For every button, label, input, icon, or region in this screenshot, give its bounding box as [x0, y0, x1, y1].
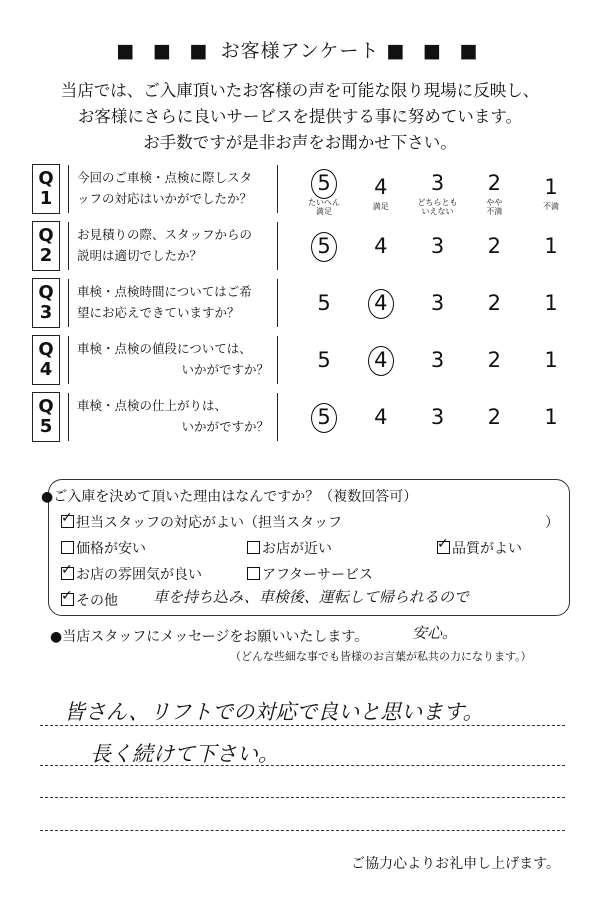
rating-scale: [300, 288, 575, 318]
rating-option-4[interactable]: [357, 402, 405, 432]
reason-after[interactable]: [247, 564, 373, 584]
question-text: [68, 279, 278, 327]
rating-option-2[interactable]: [470, 402, 518, 432]
question-q: Q: [38, 395, 54, 417]
rating-option-1[interactable]: [527, 231, 575, 261]
question-row: [32, 217, 580, 274]
question-number: [32, 278, 60, 328]
rating-option-3[interactable]: [414, 288, 462, 318]
intro-line: お客様にさらに良いサービスを提供する事に努めています。: [77, 107, 523, 126]
rating-option-3[interactable]: [414, 402, 462, 432]
question-n: 3: [39, 301, 53, 323]
question-text: [68, 222, 278, 270]
question-table: [32, 160, 580, 445]
rating-value: 4: [374, 404, 388, 429]
rating-value: 1: [544, 404, 558, 429]
intro-line: 当店では、ご入庫頂いたお客様の声を可能な限り現場に反映し、: [60, 81, 540, 100]
reason-price-label: 価格が安い: [76, 541, 146, 557]
survey-title: [0, 36, 600, 63]
rating-label: 不満: [543, 202, 559, 211]
question-text-line: 望にお応えできていますか？: [77, 304, 240, 320]
reason-near-label: お店が近い: [262, 541, 332, 557]
message-line: [40, 765, 565, 766]
rating-value: 2: [487, 404, 501, 429]
question-text-line: いかがですか？: [181, 361, 269, 377]
title-left-bars: ■ ■ ■: [116, 40, 214, 62]
question-n: 4: [39, 358, 53, 380]
rating-option-5[interactable]: [300, 231, 348, 261]
rating-label: 満足: [316, 206, 332, 216]
reason-other-handwriting: 車を持ち込み、車検後、運転して帰られるので: [153, 588, 469, 606]
rating-option-1[interactable]: [527, 288, 575, 318]
message-line: [40, 830, 565, 831]
rating-scale: [300, 402, 575, 432]
rating-option-3[interactable]: [414, 231, 462, 261]
reason-other[interactable]: [61, 590, 118, 610]
rating-option-3[interactable]: [414, 168, 462, 216]
rating-value: 2: [487, 347, 501, 372]
rating-option-5[interactable]: [300, 288, 348, 318]
reason-other-handwriting-2: 安心。: [412, 624, 458, 642]
rating-option-5[interactable]: [300, 402, 348, 432]
reason-quality[interactable]: [437, 538, 522, 558]
question-n: 2: [39, 244, 53, 266]
rating-value: 1: [544, 290, 558, 315]
rating-value: 3: [430, 347, 445, 372]
question-number: [32, 221, 60, 271]
rating-value: 5: [309, 231, 339, 261]
rating-option-5[interactable]: [300, 345, 348, 375]
rating-option-5[interactable]: [300, 168, 348, 216]
reason-atmosphere[interactable]: [61, 564, 202, 584]
title-text: お客様アンケート: [220, 40, 380, 62]
question-text: [68, 336, 278, 384]
question-row: [32, 331, 580, 388]
title-right-bars: ■ ■ ■: [386, 40, 484, 62]
rating-value: 5: [309, 402, 339, 432]
question-row: [32, 388, 580, 445]
rating-option-4[interactable]: [357, 288, 405, 318]
question-row: [32, 160, 580, 217]
rating-value: 4: [374, 233, 388, 258]
rating-option-4[interactable]: [357, 231, 405, 261]
question-text-line: 車検・点検の仕上がりは、: [77, 397, 228, 413]
question-n: 5: [39, 415, 53, 437]
rating-label: たいへん: [308, 197, 340, 207]
rating-value: 5: [309, 168, 339, 198]
rating-option-2[interactable]: [470, 288, 518, 318]
message-line: [40, 797, 565, 798]
rating-value: 3: [430, 290, 445, 315]
rating-option-3[interactable]: [414, 345, 462, 375]
reason-near[interactable]: [247, 538, 332, 558]
rating-option-2[interactable]: [470, 345, 518, 375]
checkbox-other[interactable]: [61, 593, 74, 606]
checkbox-after[interactable]: [247, 567, 260, 580]
question-number: [32, 335, 60, 385]
rating-option-1[interactable]: [527, 172, 575, 211]
question-q: Q: [38, 224, 54, 246]
rating-option-4[interactable]: [357, 345, 405, 375]
footer-thanks: ご協力心よりお礼申し上げます。: [351, 856, 560, 872]
question-text: [68, 165, 278, 213]
intro-line: お手数ですが是非お声をお聞かせ下さい。: [143, 133, 457, 152]
question-row: [32, 274, 580, 331]
reason-after-label: アフターサービス: [262, 567, 374, 583]
rating-scale: [300, 345, 575, 375]
reason-staff[interactable]: [61, 512, 342, 532]
rating-value: 2: [487, 290, 501, 315]
rating-label: やや: [486, 197, 503, 207]
checkbox-atmosphere[interactable]: [61, 567, 74, 580]
reason-atmosphere-label: お店の雰囲気が良い: [76, 567, 202, 583]
question-q: Q: [38, 281, 54, 303]
rating-value: 4: [374, 175, 388, 199]
reason-staff-close: ）: [545, 515, 559, 531]
rating-value: 1: [544, 233, 558, 258]
rating-label: 満足: [372, 202, 389, 211]
question-text-line: いかがですか？: [181, 418, 269, 434]
rating-value: 5: [317, 290, 331, 315]
message-line: [40, 725, 565, 726]
rating-label: いえない: [421, 206, 454, 216]
question-text-line: 説明は適切でしたか？: [77, 247, 203, 263]
reason-quality-label: 品質がよい: [452, 541, 522, 557]
reasons-box: [41, 479, 570, 616]
rating-value: 2: [487, 170, 501, 195]
question-q: Q: [38, 338, 54, 360]
checkbox-quality[interactable]: [437, 541, 450, 554]
rating-value: 5: [317, 347, 331, 372]
rating-option-1[interactable]: [527, 345, 575, 375]
question-n: 1: [39, 187, 53, 209]
message-handwriting-1: 皆さん、リフトでの対応で良いと思います。: [64, 700, 484, 724]
rating-label: 不満: [486, 206, 503, 216]
rating-value: 3: [430, 233, 445, 258]
question-number: [32, 392, 60, 442]
message-handwriting-2: 長く続けて下さい。: [90, 742, 279, 766]
question-text-line: ッフの対応はいかがでしたか？: [77, 190, 253, 206]
question-q: Q: [38, 167, 54, 189]
message-heading: ●当店スタッフにメッセージをお願いいたします。: [50, 629, 369, 645]
question-number: [32, 164, 60, 214]
question-text: [68, 393, 278, 441]
rating-value: 1: [544, 347, 558, 372]
checkbox-near[interactable]: [247, 541, 260, 554]
rating-scale: [300, 162, 575, 216]
question-text-line: 車検・点検の値段については、: [77, 340, 252, 356]
rating-option-4[interactable]: [357, 172, 405, 211]
reason-staff-label: 担当スタッフの対応がよい（担当スタッフ: [76, 515, 342, 531]
rating-option-2[interactable]: [470, 168, 518, 216]
question-text-line: 今回のご車検・点検に際しスタ: [77, 169, 253, 185]
rating-value: 4: [366, 345, 396, 375]
rating-value: 3: [430, 170, 445, 195]
intro-text: [30, 78, 570, 156]
rating-scale: [300, 231, 575, 261]
question-text-line: 車検・点検時間についてはご希: [77, 283, 252, 299]
rating-option-1[interactable]: [527, 402, 575, 432]
question-text-line: お見積りの際、スタッフからの: [77, 226, 253, 242]
rating-value: 1: [544, 175, 558, 199]
reason-price[interactable]: [61, 538, 146, 558]
rating-value: 2: [487, 233, 501, 258]
reason-other-label: その他: [76, 593, 118, 609]
rating-option-2[interactable]: [470, 231, 518, 261]
rating-value: 4: [366, 288, 396, 318]
rating-value: 3: [430, 404, 445, 429]
checkbox-staff[interactable]: [61, 515, 74, 528]
rating-label: どちらとも: [417, 197, 458, 207]
message-note: （どんな些細な事でも皆様のお言葉が私共の力になります。）: [230, 650, 532, 663]
checkbox-price[interactable]: [61, 541, 74, 554]
reasons-heading: ●ご入庫を決めて頂いた理由はなんですか？（複数回答可）: [41, 489, 418, 505]
